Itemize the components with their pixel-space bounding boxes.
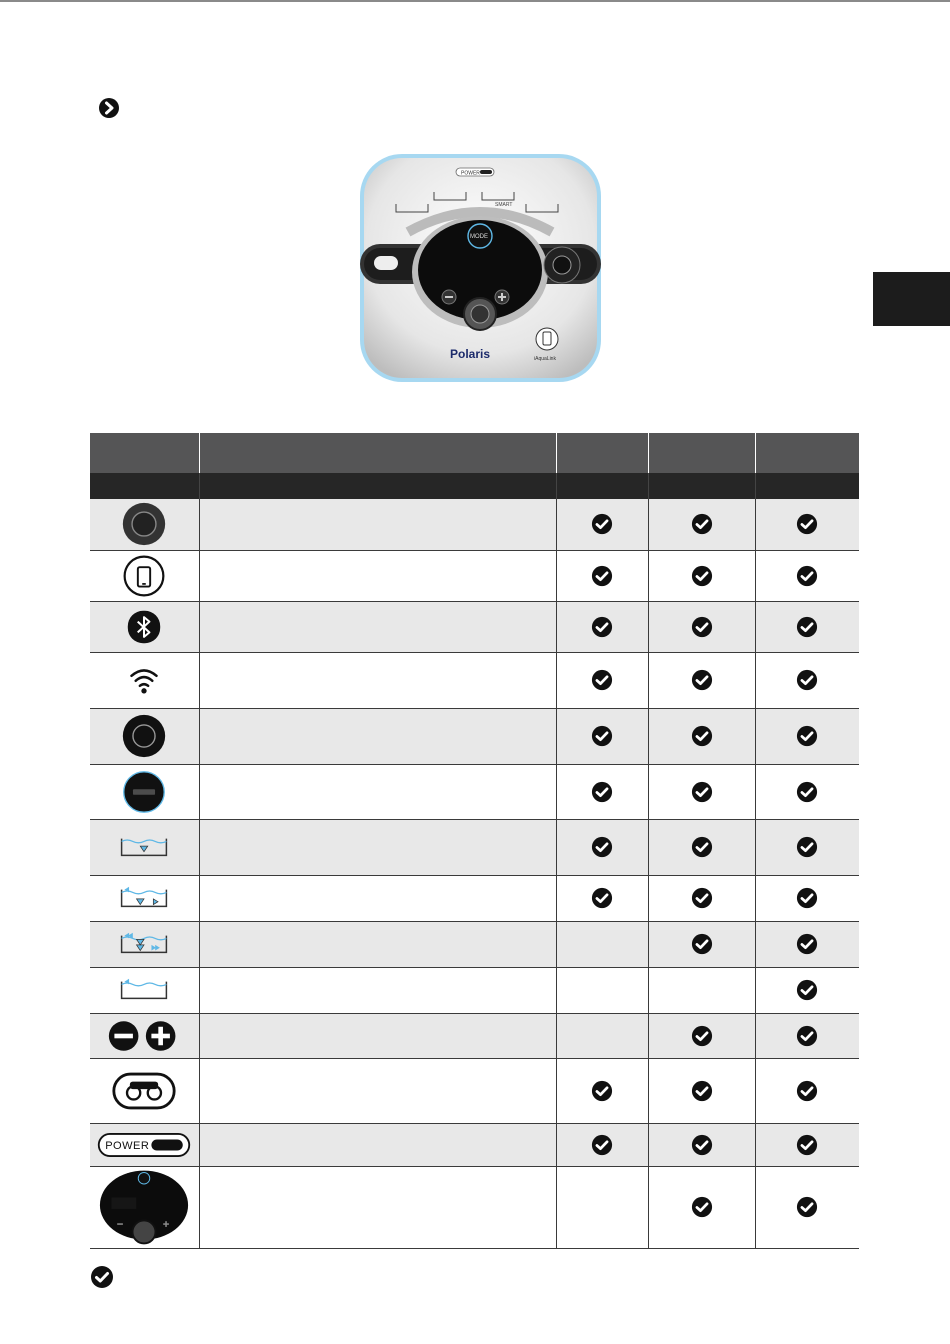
check-circle-icon [796, 1196, 818, 1218]
check-cell [556, 708, 648, 764]
check-circle-icon [591, 565, 613, 587]
svg-text:POWER: POWER [105, 1139, 150, 1152]
check-cell [556, 1013, 648, 1058]
top-rule [0, 0, 950, 14]
control-box-image [358, 152, 603, 384]
check-cell [556, 1166, 648, 1248]
table-row [90, 708, 859, 764]
table-row [90, 499, 859, 550]
control-display-icon [90, 1166, 199, 1248]
check-circle-icon [591, 1080, 613, 1102]
check-circle-icon [796, 565, 818, 587]
bluetooth-icon [90, 601, 199, 652]
check-cell [755, 601, 859, 652]
check-circle-icon [691, 565, 713, 587]
check-circle-icon [591, 513, 613, 535]
header-cell [199, 433, 556, 473]
check-cell [755, 764, 859, 819]
table-row [90, 875, 859, 921]
check-circle-icon [691, 887, 713, 909]
device-app-brand: iAquaLink [534, 356, 556, 362]
header-cell [556, 433, 648, 473]
check-circle-icon [796, 1080, 818, 1102]
check-cell [755, 708, 859, 764]
check-cell [755, 875, 859, 921]
check-cell [556, 1058, 648, 1123]
wifi-icon [90, 652, 199, 708]
table-row [90, 1123, 859, 1166]
check-cell [755, 1166, 859, 1248]
table-row [90, 1013, 859, 1058]
check-cell [556, 819, 648, 875]
check-circle-icon [591, 887, 613, 909]
description-cell [199, 967, 556, 1013]
check-cell [755, 921, 859, 967]
description-cell [199, 499, 556, 550]
check-cell [648, 967, 755, 1013]
smart-floor-walls-icon [90, 921, 199, 967]
remote-phone-icon [90, 550, 199, 601]
check-circle-icon [796, 887, 818, 909]
check-cell [755, 1058, 859, 1123]
description-cell [199, 550, 556, 601]
device-power-label: POWER [461, 170, 480, 177]
check-circle-icon [691, 781, 713, 803]
description-cell [199, 601, 556, 652]
check-cell [648, 1166, 755, 1248]
check-cell [648, 764, 755, 819]
table-row [90, 601, 859, 652]
device-mode-label: MODE [470, 234, 488, 240]
check-cell [556, 652, 648, 708]
start-stop-button-icon [90, 499, 199, 550]
check-cell [755, 550, 859, 601]
table-row [90, 550, 859, 601]
check-cell [556, 764, 648, 819]
check-cell [755, 967, 859, 1013]
floor-only-icon [90, 819, 199, 875]
check-circle-icon [691, 933, 713, 955]
check-circle-icon [90, 1265, 114, 1289]
header-cell [648, 433, 755, 473]
check-cell [648, 601, 755, 652]
description-cell [199, 708, 556, 764]
check-cell [648, 819, 755, 875]
table-row [90, 967, 859, 1013]
lift-system-button-icon [90, 708, 199, 764]
chapter-tab [873, 272, 950, 326]
description-cell [199, 1123, 556, 1166]
check-circle-icon [796, 1025, 818, 1047]
check-cell [556, 499, 648, 550]
check-cell [648, 875, 755, 921]
device-brand: Polaris [450, 347, 491, 361]
device-smart-label: SMART [495, 202, 513, 208]
robot-indicator-icon [90, 1058, 199, 1123]
check-cell [755, 652, 859, 708]
check-circle-icon [591, 836, 613, 858]
check-circle-icon [796, 616, 818, 638]
check-cell [648, 499, 755, 550]
check-circle-icon [796, 669, 818, 691]
minus-plus-icon [90, 1013, 199, 1058]
check-cell [648, 1123, 755, 1166]
table-header-row [90, 433, 859, 473]
check-cell [755, 1123, 859, 1166]
check-circle-icon [691, 1134, 713, 1156]
description-cell [199, 652, 556, 708]
check-cell [556, 1123, 648, 1166]
table-section-row [90, 473, 859, 499]
check-cell [755, 819, 859, 875]
check-cell [648, 550, 755, 601]
check-circle-icon [796, 979, 818, 1001]
check-cell [556, 601, 648, 652]
description-cell [199, 764, 556, 819]
description-cell [199, 1166, 556, 1248]
header-cell [90, 433, 199, 473]
check-circle-icon [796, 513, 818, 535]
check-cell [556, 550, 648, 601]
check-circle-icon [691, 836, 713, 858]
description-cell [199, 921, 556, 967]
check-circle-icon [691, 725, 713, 747]
check-cell [556, 921, 648, 967]
table-row [90, 1058, 859, 1123]
power-button-icon [90, 1123, 199, 1166]
description-cell [199, 875, 556, 921]
table-row [90, 921, 859, 967]
check-cell [755, 1013, 859, 1058]
check-cell [648, 921, 755, 967]
check-circle-icon [796, 836, 818, 858]
check-circle-icon [691, 669, 713, 691]
table-row [90, 764, 859, 819]
check-circle-icon [796, 725, 818, 747]
description-cell [199, 1058, 556, 1123]
check-circle-icon [591, 725, 613, 747]
check-cell [556, 967, 648, 1013]
features-table [90, 433, 859, 1249]
floor-walls-icon [90, 875, 199, 921]
check-circle-icon [796, 781, 818, 803]
check-cell [556, 875, 648, 921]
top-rule-line [0, 0, 950, 2]
check-circle-icon [796, 1134, 818, 1156]
description-cell [199, 819, 556, 875]
check-cell [755, 499, 859, 550]
header-cell [755, 433, 859, 473]
chevron-circle-icon [98, 97, 120, 119]
check-circle-icon [691, 513, 713, 535]
check-circle-icon [691, 1025, 713, 1047]
waterline-icon [90, 967, 199, 1013]
check-circle-icon [691, 616, 713, 638]
check-circle-icon [591, 669, 613, 691]
check-circle-icon [591, 781, 613, 803]
table-row [90, 819, 859, 875]
check-cell [648, 652, 755, 708]
table-row [90, 652, 859, 708]
check-circle-icon [691, 1196, 713, 1218]
check-circle-icon [796, 933, 818, 955]
table-row [90, 1166, 859, 1248]
check-circle-icon [591, 616, 613, 638]
mode-button-icon [90, 764, 199, 819]
description-cell [199, 1013, 556, 1058]
check-circle-icon [591, 1134, 613, 1156]
check-cell [648, 1058, 755, 1123]
check-circle-icon [691, 1080, 713, 1102]
check-cell [648, 708, 755, 764]
check-cell [648, 1013, 755, 1058]
